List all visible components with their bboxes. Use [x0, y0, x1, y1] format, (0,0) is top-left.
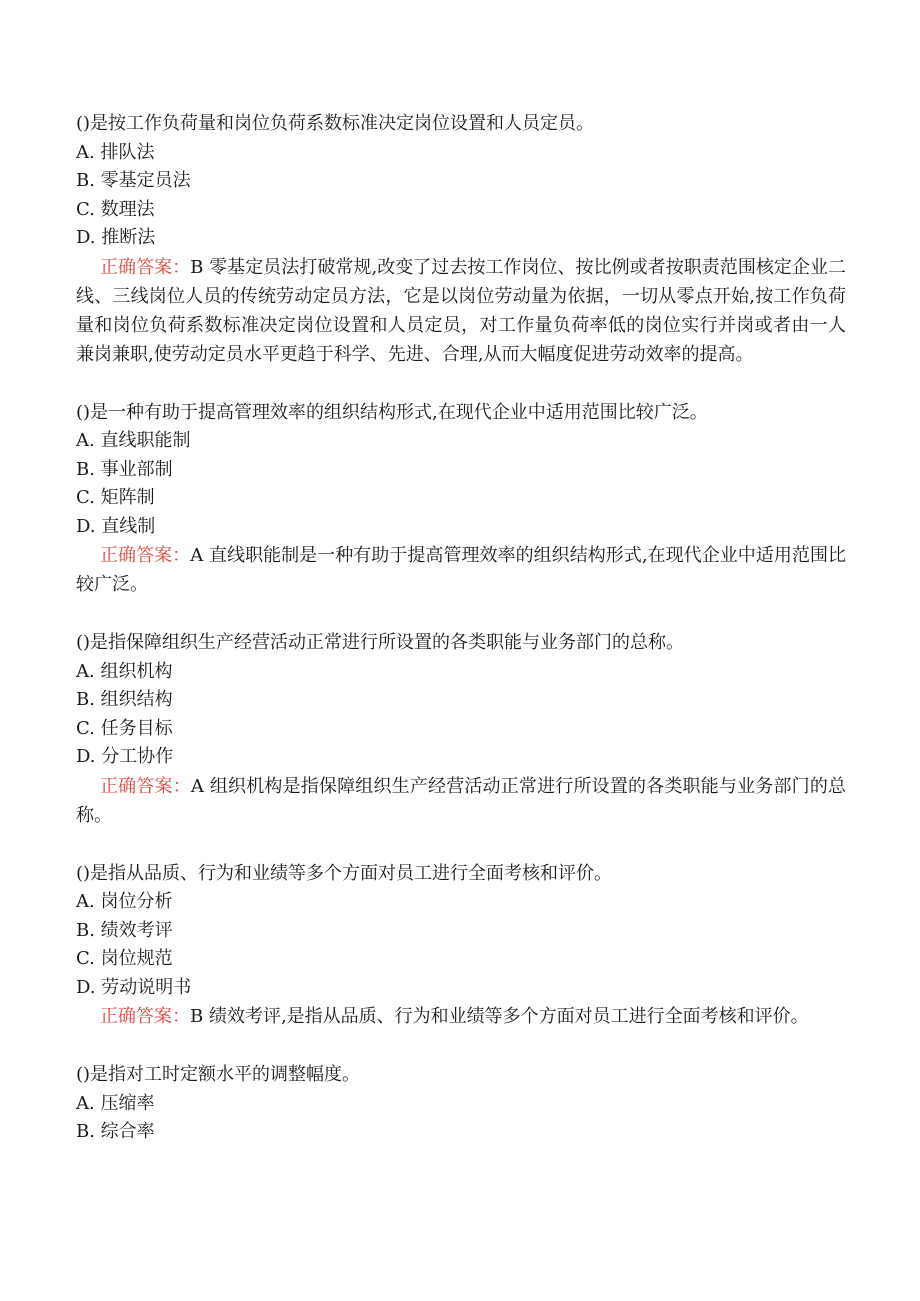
question-stem: ()是指从品质、行为和业绩等多个方面对员工进行全面考核和评价。 — [76, 862, 613, 884]
answer-explanation — [76, 772, 846, 830]
option-a: A. 压缩率 — [76, 1092, 155, 1114]
option-a: A. 组织机构 — [76, 660, 173, 682]
answer-text: B 绩效考评,是指从品质、行为和业绩等多个方面对员工进行全面考核和评价。 — [190, 1006, 809, 1027]
answer-label: 正确答案： — [100, 256, 191, 278]
answer-label: 正确答案： — [100, 545, 191, 566]
question-stem: ()是指保障组织生产经营活动正常进行所设置的各类职能与业务部门的总称。 — [76, 632, 685, 653]
option-a: A. 岗位分析 — [76, 891, 173, 912]
question-stem: ()是按工作负荷量和岗位负荷系数标准决定岗位设置和人员定员。 — [76, 113, 595, 134]
question-stem: ()是指对工时定额水平的调整幅度。 — [76, 1064, 361, 1085]
question-4 — [76, 860, 846, 1032]
answer-explanation — [76, 541, 846, 599]
question-stem: ()是一种有助于提高管理效率的组织结构形式,在现代企业中适用范围比较广泛。 — [76, 401, 708, 423]
option-c: C. 任务目标 — [76, 717, 173, 739]
answer-text: A 组织机构是指保障组织生产经营活动正常进行所设置的各类职能与业务部门的总称。 — [76, 775, 847, 826]
answer-label: 正确答案： — [100, 775, 191, 797]
option-d: D. 推断法 — [76, 227, 156, 248]
option-c: C. 岗位规范 — [76, 948, 173, 969]
option-b: B. 事业部制 — [76, 458, 173, 480]
question-1 — [76, 110, 846, 369]
question-3 — [76, 629, 846, 830]
answer-explanation — [76, 1002, 846, 1031]
option-b: B. 组织结构 — [76, 689, 173, 710]
option-b: B. 绩效考评 — [76, 919, 173, 941]
answer-explanation — [76, 253, 846, 369]
option-d: D. 直线制 — [76, 515, 156, 537]
option-a: A. 排队法 — [76, 141, 155, 163]
option-b: B. 零基定员法 — [76, 170, 191, 191]
option-c: C. 矩阵制 — [76, 487, 155, 508]
option-a: A. 直线职能制 — [76, 430, 191, 451]
option-b: B. 综合率 — [76, 1121, 155, 1142]
option-d: D. 分工协作 — [76, 746, 174, 767]
option-c: C. 数理法 — [76, 198, 155, 220]
answer-text: A 直线职能制是一种有助于提高管理效率的组织结构形式,在现代企业中适用范围比较广泛。 — [76, 545, 847, 595]
question-2 — [76, 399, 846, 600]
option-d: D. 劳动说明书 — [76, 976, 192, 998]
question-5 — [76, 1061, 846, 1147]
document-page — [76, 110, 846, 1177]
answer-text: B 零基定员法打破常规,改变了过去按工作岗位、按比例或者按职责范围核定企业二线、三线岗位人员的传统劳动定员方法，它是以岗位劳动量为依据，一切从零点开始,按工作负荷量和岗位负荷系数标准决定岗位设置和人员定员，对工作量负荷率低的岗位实行并岗或者由一人兼岗兼职,使劳动定员水平更趋于科学、先进、合理,从而大幅度促进劳动效率的提高。 — [76, 256, 847, 365]
answer-label: 正确答案： — [100, 1006, 190, 1027]
